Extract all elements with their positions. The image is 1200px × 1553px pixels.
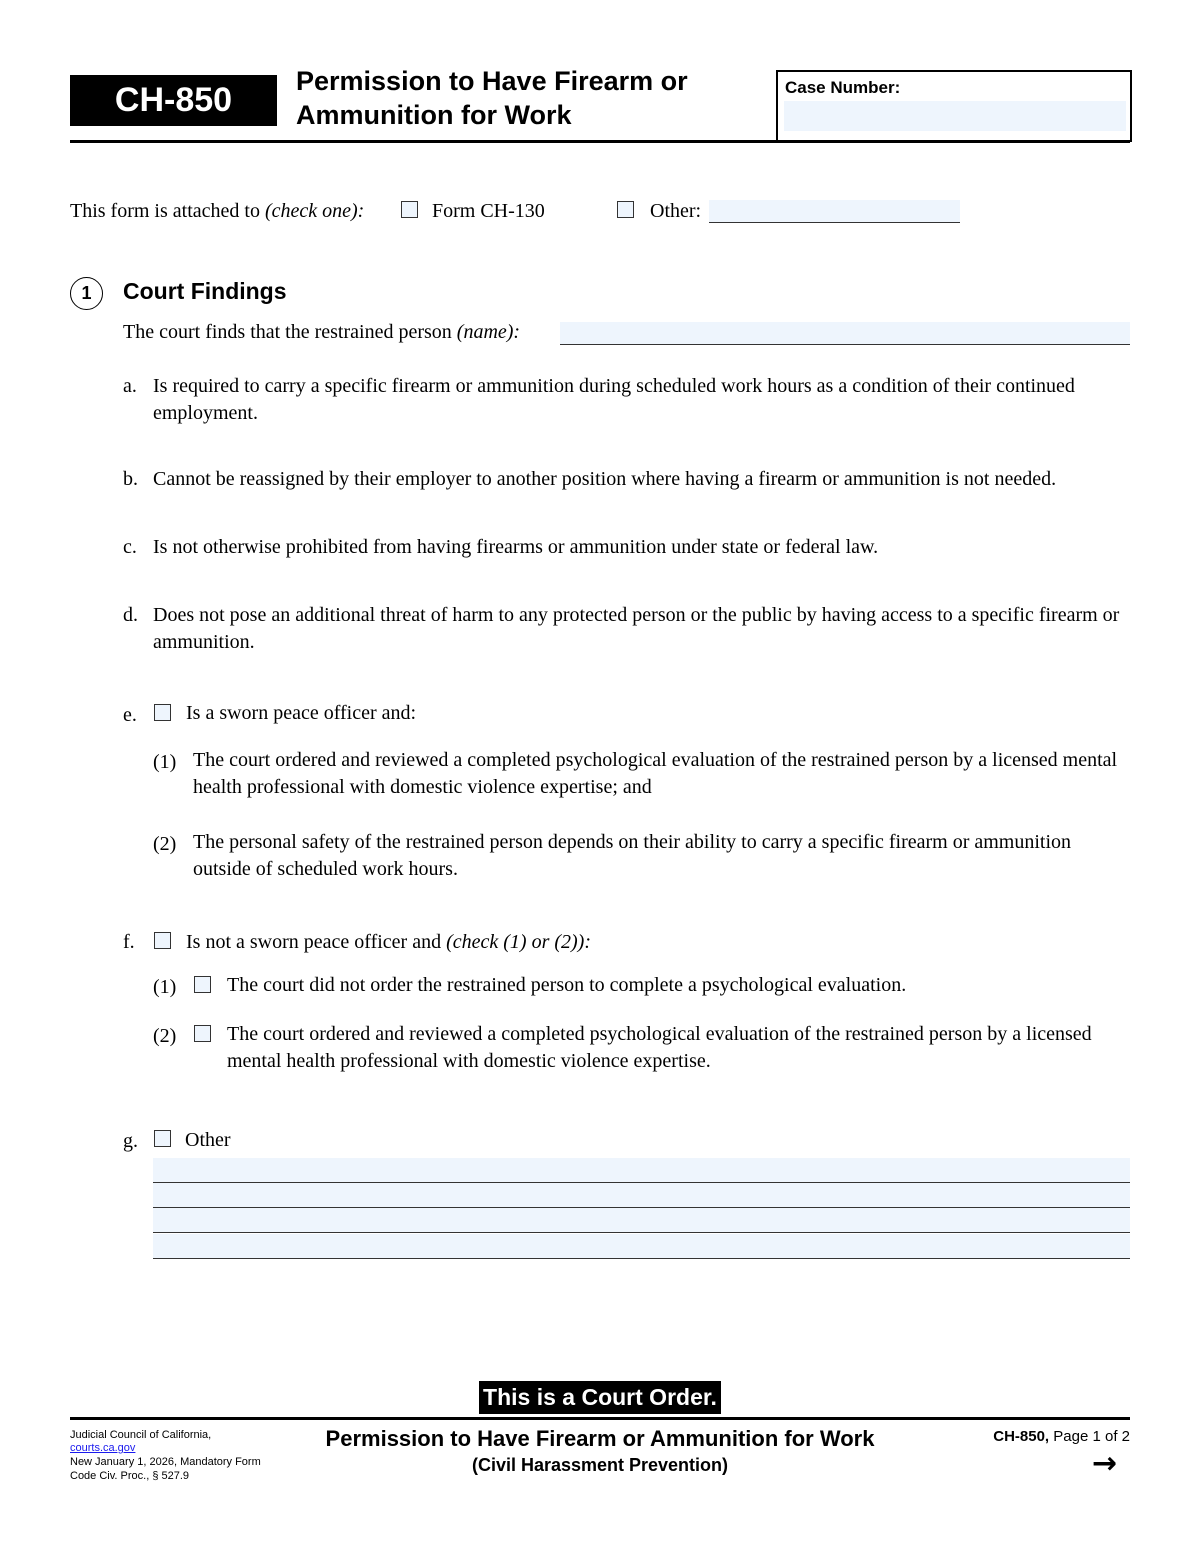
page-reference: CH-850, Page 1 of 2 [993,1428,1130,1445]
other-form-input[interactable] [709,200,960,223]
evaluation-reviewed-checkbox[interactable] [194,1025,211,1042]
other-finding-checkbox[interactable] [154,1130,171,1147]
sworn-officer-checkbox[interactable] [154,704,171,721]
item-f2-text: The court ordered and reviewed a completed psychological evaluation of the restrained person by a licensed mental health professional with domestic violence expertise. [227,1023,1092,1072]
restrained-person-name-input[interactable] [560,322,1130,345]
item-a-text: Is required to carry a specific firearm or ammunition during scheduled work hours as a condition of their continued employment. [153,375,1075,424]
footer-subtitle: (Civil Harassment Prevention) [471,1455,729,1475]
other-finding-line-2[interactable] [153,1183,1130,1208]
item-c-letter: c. [123,536,137,558]
item-g-letter: g. [123,1130,138,1152]
item-f1-text: The court did not order the restrained person to complete a psychological evaluation. [227,974,907,996]
item-f-text: Is not a sworn peace officer and (check (1) or (2)): [186,931,591,953]
form-id: CH-850 [114,81,233,119]
next-page-arrow-icon[interactable]: → [1092,1446,1118,1481]
item-b-text: Cannot be reassigned by their employer to another position where having a firearm or ammunition is not needed. [153,468,1057,490]
other-form-label: Other: [650,200,702,222]
item-e1-text: The court ordered and reviewed a completed psychological evaluation of the restrained person by a licensed mental health professional with domestic violence expertise; and [193,749,1118,798]
footer-divider [70,1417,1130,1420]
section-title: Court Findings [123,278,287,304]
restrained-person-label: The court finds that the restrained person (name): [123,321,521,343]
item-e-text: Is a sworn peace officer and: [186,702,417,724]
item-b-letter: b. [123,468,138,490]
attached-to-label: This form is attached to (check one): [70,200,365,222]
form-title-line2: Ammunition for Work [296,100,572,130]
courts-website-link[interactable]: courts.ca.gov [70,1442,136,1454]
item-c-text: Is not otherwise prohibited from having firearms or ammunition under state or federal law. [153,536,879,558]
not-sworn-officer-checkbox[interactable] [154,932,171,949]
case-number-label: Case Number: [785,78,901,97]
item-e1-number: (1) [153,751,177,773]
other-form-checkbox[interactable] [617,201,634,218]
footer-title: Permission to Have Firearm or Ammunition for Work [325,1426,875,1451]
item-f-letter: f. [123,931,135,953]
other-finding-line-1[interactable] [153,1158,1130,1183]
item-d-text: Does not pose an additional threat of harm to any protected person or the public by having access to a specific firearm or ammunition. [153,604,1120,653]
item-f2-number: (2) [153,1025,177,1047]
footer-publisher: Judicial Council of California, [70,1429,212,1441]
other-finding-line-3[interactable] [153,1208,1130,1233]
item-e2-number: (2) [153,833,177,855]
case-number-input[interactable] [784,101,1126,131]
other-finding-line-4[interactable] [153,1234,1130,1259]
item-g-text: Other [185,1129,231,1151]
item-a-letter: a. [123,375,137,397]
item-e-letter: e. [123,704,137,726]
header-divider [70,140,1130,143]
item-d-letter: d. [123,604,138,626]
item-f1-number: (1) [153,976,177,998]
form-title-line1: Permission to Have Firearm or [296,66,688,96]
court-order-banner: This is a Court Order. [479,1381,721,1414]
section-number: 1 [70,277,103,310]
footer-edition: New January 1, 2026, Mandatory Form [70,1456,261,1468]
form-ch130-checkbox[interactable] [401,201,418,218]
item-e2-text: The personal safety of the restrained person depends on their ability to carry a specific firearm or ammunition outside of scheduled work hours. [193,831,1072,880]
footer-code: Code Civ. Proc., § 527.9 [70,1470,190,1482]
no-evaluation-checkbox[interactable] [194,976,211,993]
form-id-badge [70,75,277,126]
form-title [296,64,766,132]
form-ch130-label: Form CH-130 [432,200,545,222]
